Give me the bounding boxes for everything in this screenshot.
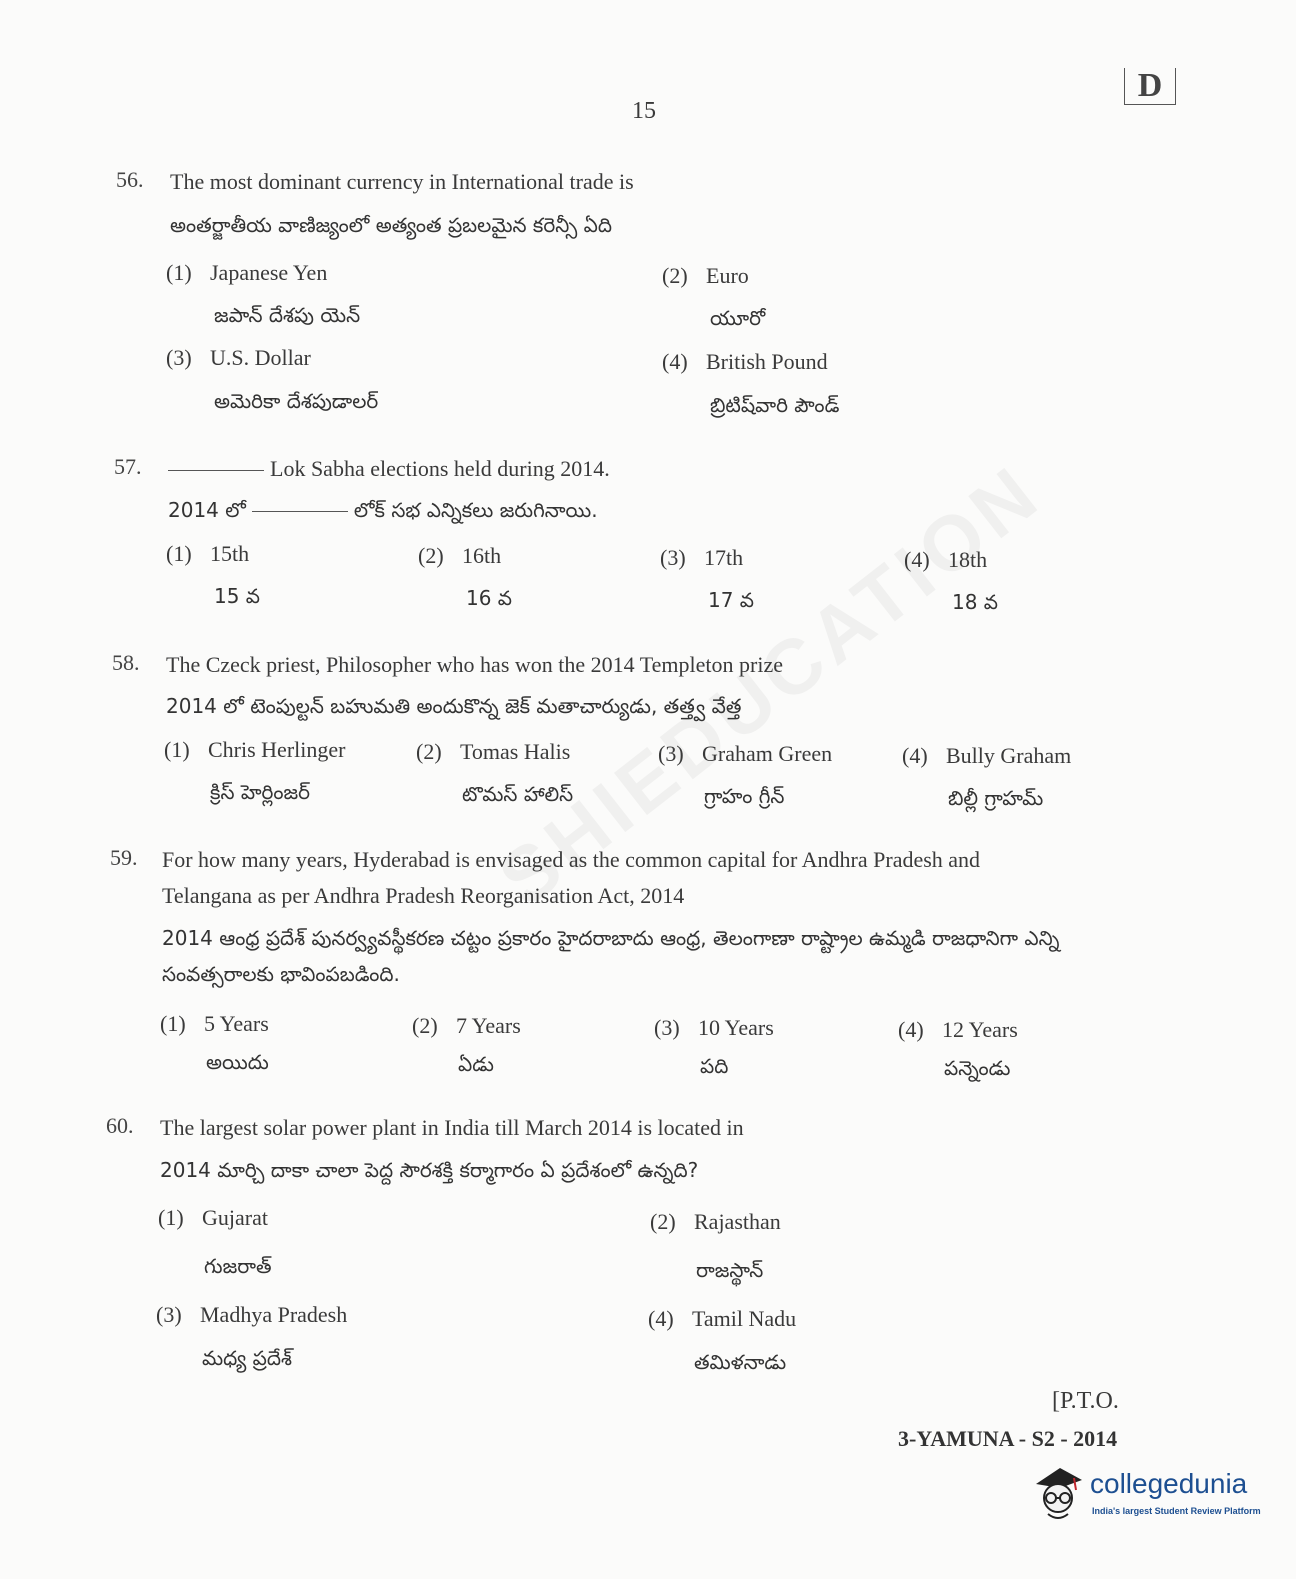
question-text-line1: For how many years, Hyderabad is envisaged as the common capital for Andhra Pradesh and xyxy=(162,847,981,872)
question-text: The most dominant currency in International trade is xyxy=(170,169,634,194)
option-number: (1) xyxy=(166,541,192,566)
option-2 xyxy=(412,1013,521,1039)
option-3-telugu: పది xyxy=(700,1054,729,1078)
option-text: U.S. Dollar xyxy=(210,345,311,370)
option-3 xyxy=(156,1302,347,1328)
question-number: 60. xyxy=(106,1113,134,1138)
option-4-telugu: 18 వ xyxy=(952,590,999,614)
option-text: Tomas Halis xyxy=(460,739,571,764)
option-number: (2) xyxy=(412,1013,438,1038)
option-2 xyxy=(662,263,749,289)
option-text: Graham Green xyxy=(702,741,833,766)
option-text: Tamil Nadu xyxy=(692,1306,797,1331)
option-3-telugu: 17 వ xyxy=(708,588,755,612)
series-code-box: D xyxy=(1124,68,1176,105)
option-text: 16th xyxy=(462,543,502,568)
option-1 xyxy=(166,260,327,286)
option-text: Euro xyxy=(706,263,749,288)
option-text: 10 Years xyxy=(698,1015,774,1040)
option-1-telugu: జపాన్ దేశపు యెన్ xyxy=(214,303,361,327)
option-3-telugu: మధ్య ప్రదేశ్ xyxy=(202,1346,292,1370)
question-text: Lok Sabha elections held during 2014. xyxy=(168,456,610,482)
option-1 xyxy=(164,737,345,763)
option-3 xyxy=(654,1015,774,1041)
option-2-telugu: రాజస్థాన్ xyxy=(696,1258,764,1282)
logo-wordmark: collegedunia xyxy=(1090,1468,1248,1499)
option-4-telugu: తమిళనాడు xyxy=(694,1350,787,1374)
option-number: (2) xyxy=(662,263,688,288)
option-2-telugu: ఏడు xyxy=(458,1052,494,1076)
logo-tagline: India's largest Student Review Platform xyxy=(1092,1506,1261,1516)
option-text: Bully Graham xyxy=(946,743,1072,768)
option-number: (3) xyxy=(166,345,192,370)
option-number: (3) xyxy=(156,1302,182,1327)
option-text: 7 Years xyxy=(456,1013,521,1038)
option-3-telugu: అమెరికా దేశపుడాలర్ xyxy=(214,389,379,413)
option-text: 18th xyxy=(948,547,988,572)
option-text: Japanese Yen xyxy=(210,260,328,285)
option-number: (4) xyxy=(648,1306,674,1331)
blank-line xyxy=(252,511,348,512)
option-number: (4) xyxy=(662,349,688,374)
option-2 xyxy=(650,1209,781,1235)
blank-line xyxy=(168,470,264,471)
option-text: 17th xyxy=(704,545,744,570)
question-number: 59. xyxy=(110,845,138,870)
option-text: British Pound xyxy=(706,349,828,374)
option-number: (4) xyxy=(898,1017,924,1042)
option-4-telugu: పన్నెండు xyxy=(944,1056,1011,1080)
option-3 xyxy=(658,741,832,767)
question-number: 58. xyxy=(112,650,140,675)
option-4 xyxy=(662,349,828,375)
pto-label: [P.T.O. xyxy=(1052,1388,1119,1414)
option-number: (3) xyxy=(660,545,686,570)
question-telugu-line2: సంవత్సరాలకు భావింపబడింది. xyxy=(162,962,400,986)
option-2-telugu: టొమస్ హాలిస్ xyxy=(462,782,574,806)
option-3 xyxy=(660,545,743,571)
question-telugu: 2014 లో లోక్ సభ ఎన్నికలు జరుగినాయి. xyxy=(168,498,598,522)
option-1 xyxy=(160,1011,269,1037)
option-text: Madhya Pradesh xyxy=(200,1302,348,1327)
option-4 xyxy=(904,547,987,573)
option-4-telugu: బ్రిటిష్‌వారి పౌండ్ xyxy=(710,393,840,417)
option-text: 12 Years xyxy=(942,1017,1018,1042)
option-4 xyxy=(902,743,1071,769)
option-text: Rajasthan xyxy=(694,1209,781,1234)
option-2 xyxy=(416,739,570,765)
option-4 xyxy=(648,1306,796,1332)
option-number: (2) xyxy=(416,739,442,764)
question-telugu: అంతర్జాతీయ వాణిజ్యంలో అత్యంత ప్రబలమైన కరెన్సీ ఏది xyxy=(170,213,612,237)
option-3-telugu: గ్రాహం గ్రీన్ xyxy=(704,784,785,808)
option-1-telugu: అయిదు xyxy=(206,1050,269,1074)
option-2-telugu: 16 వ xyxy=(466,586,513,610)
option-number: (1) xyxy=(166,260,192,285)
question-number: 56. xyxy=(116,167,144,192)
option-text: 5 Years xyxy=(204,1011,269,1036)
option-number: (3) xyxy=(658,741,684,766)
option-2 xyxy=(418,543,501,569)
question-telugu-line1: 2014 ఆంధ్ర ప్రదేశ్ పునర్వ్యవస్థీకరణ చట్టం ప్రకారం హైదరాబాదు ఆంధ్ర, తెలంగాణా రాష్ట్రాల ఉమ్మడి రాజధానిగా ఎన్ని xyxy=(162,926,1060,950)
option-number: (1) xyxy=(158,1205,184,1230)
option-number: (3) xyxy=(654,1015,680,1040)
page-number: 15 xyxy=(632,98,656,124)
option-3 xyxy=(166,345,311,371)
question-telugu: 2014 మార్చి దాకా చాలా పెద్ద సౌరశక్తి కర్మాగారం ఏ ప్రదేశంలో ఉన్నది? xyxy=(160,1158,699,1182)
option-1-telugu: 15 వ xyxy=(214,584,261,608)
option-number: (2) xyxy=(650,1209,676,1234)
option-number: (1) xyxy=(160,1011,186,1036)
question-telugu: 2014 లో టెంపుల్టన్ బహుమతి అందుకొన్న జెక్ మతాచార్యుడు, తత్త్వ వేత్త xyxy=(166,694,742,718)
option-number: (2) xyxy=(418,543,444,568)
option-number: (4) xyxy=(902,743,928,768)
option-text: 15th xyxy=(210,541,250,566)
question-text: The Czeck priest, Philosopher who has won the 2014 Templeton prize xyxy=(166,652,783,677)
mascot-icon xyxy=(1030,1462,1086,1526)
option-number: (4) xyxy=(904,547,930,572)
option-1-telugu: క్రిస్ హెర్లింజర్ xyxy=(210,780,310,804)
option-4-telugu: బిల్లీ గ్రాహమ్ xyxy=(948,786,1044,810)
paper-code: 3-YAMUNA - S2 - 2014 xyxy=(898,1426,1118,1451)
option-number: (1) xyxy=(164,737,190,762)
question-number: 57. xyxy=(114,454,142,479)
option-text: Chris Herlinger xyxy=(208,737,346,762)
collegedunia-logo xyxy=(1030,1462,1260,1532)
option-2-telugu: యూరో xyxy=(710,306,766,330)
option-1-telugu: గుజరాత్ xyxy=(204,1254,272,1278)
option-1 xyxy=(158,1205,268,1231)
option-text: Gujarat xyxy=(202,1205,268,1230)
option-4 xyxy=(898,1017,1018,1043)
question-text-line2: Telangana as per Andhra Pradesh Reorganisation Act, 2014 xyxy=(162,883,685,908)
question-text: The largest solar power plant in India till March 2014 is located in xyxy=(160,1115,744,1140)
option-1 xyxy=(166,541,249,567)
